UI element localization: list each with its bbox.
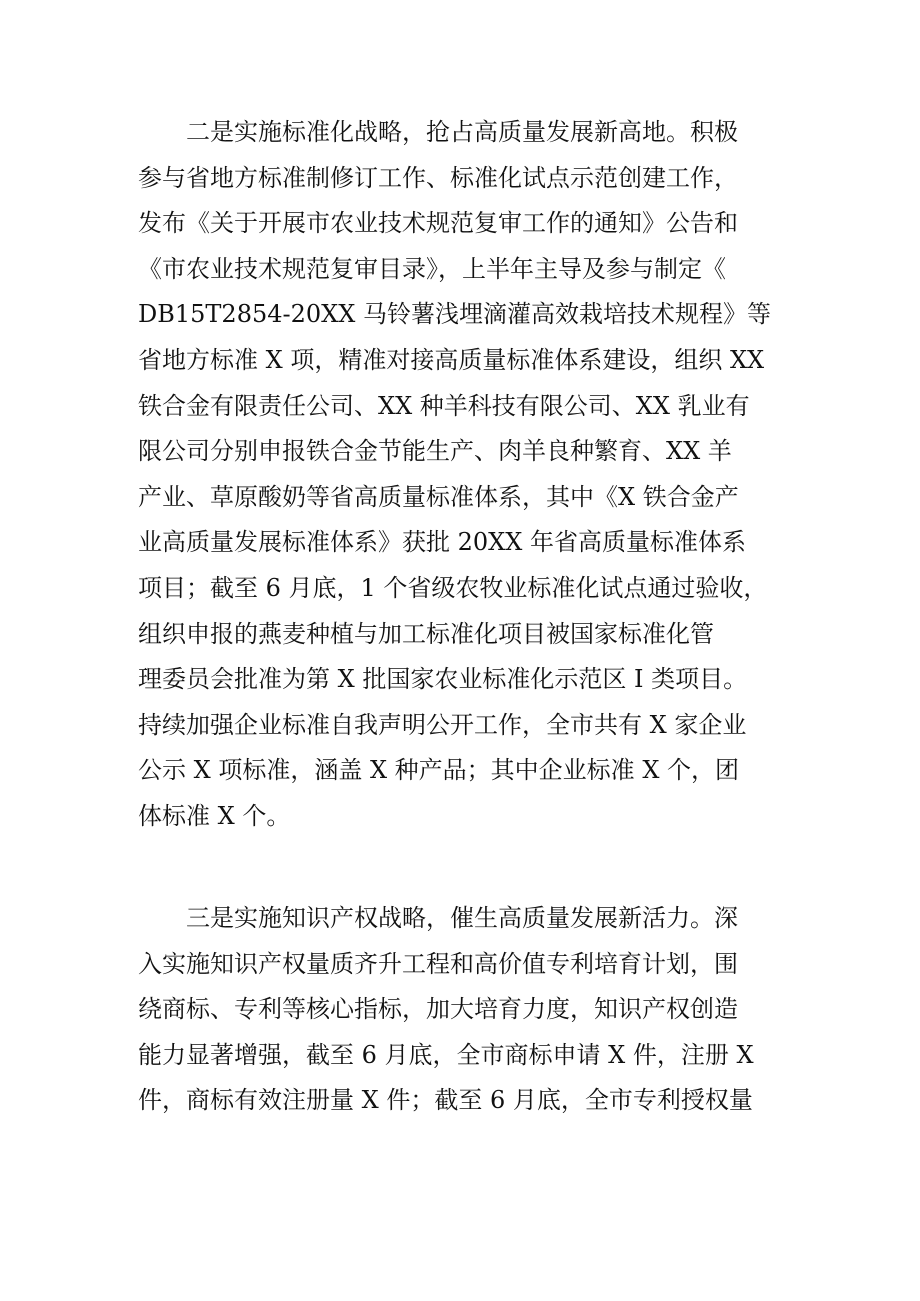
text-line: 组织申报的燕麦种植与加工标准化项目被国家标准化管 <box>138 619 714 648</box>
text-line: 体标准 X 个。 <box>138 801 291 830</box>
text-line: 产业、草原酸奶等省高质量标准体系，其中《X 铁合金产 <box>138 482 739 511</box>
text-line: 《市农业技术规范复审目录》，上半年主导及参与制定《 <box>138 254 726 283</box>
paragraph-intellectual-property <box>138 896 798 1124</box>
text-line: 铁合金有限责任公司、XX 种羊科技有限公司、XX 乳业有 <box>138 391 750 420</box>
text-line: DB15T2854-20XX 马铃薯浅埋滴灌高效栽培技术规程》等 <box>138 300 771 329</box>
text-line: 限公司分别申报铁合金节能生产、肉羊良种繁育、XX 羊 <box>138 437 732 466</box>
text-line: 绕商标、专利等核心指标，加大培育力度，知识产权创造 <box>138 995 738 1024</box>
text-line: 参与省地方标准制修订工作、标准化试点示范创建工作， <box>138 163 738 192</box>
text-line: 项目；截至 6 月底，1 个省级农牧业标准化试点通过验收， <box>138 573 768 602</box>
text-line: 业高质量发展标准体系》获批 20XX 年省高质量标准体系 <box>138 528 746 557</box>
text-line: 理委员会批准为第 X 批国家农业标准化示范区 I 类项目。 <box>138 665 748 694</box>
text-line: 件，商标有效注册量 X 件；截至 6 月底，全市专利授权量 <box>138 1086 753 1115</box>
text-line: 入实施知识产权量质齐升工程和高价值专利培育计划，围 <box>138 949 738 978</box>
text-line: 三是实施知识产权战略，催生高质量发展新活力。深 <box>138 904 738 932</box>
text-line: 能力显著增强，截至 6 月底，全市商标申请 X 件，注册 X <box>138 1040 754 1069</box>
text-line: 二是实施标准化战略，抢占高质量发展新高地。积极 <box>138 118 738 146</box>
text-line: 省地方标准 X 项，精准对接高质量标准体系建设，组织 XX <box>138 345 765 374</box>
paragraph-standardization <box>138 110 798 840</box>
text-line: 持续加强企业标准自我声明公开工作，全市共有 X 家企业 <box>138 710 747 739</box>
text-line: 公示 X 项标准，涵盖 X 种产品；其中企业标准 X 个，团 <box>138 756 740 785</box>
text-line: 发布《关于开展市农业技术规范复审工作的通知》公告和 <box>138 209 738 238</box>
